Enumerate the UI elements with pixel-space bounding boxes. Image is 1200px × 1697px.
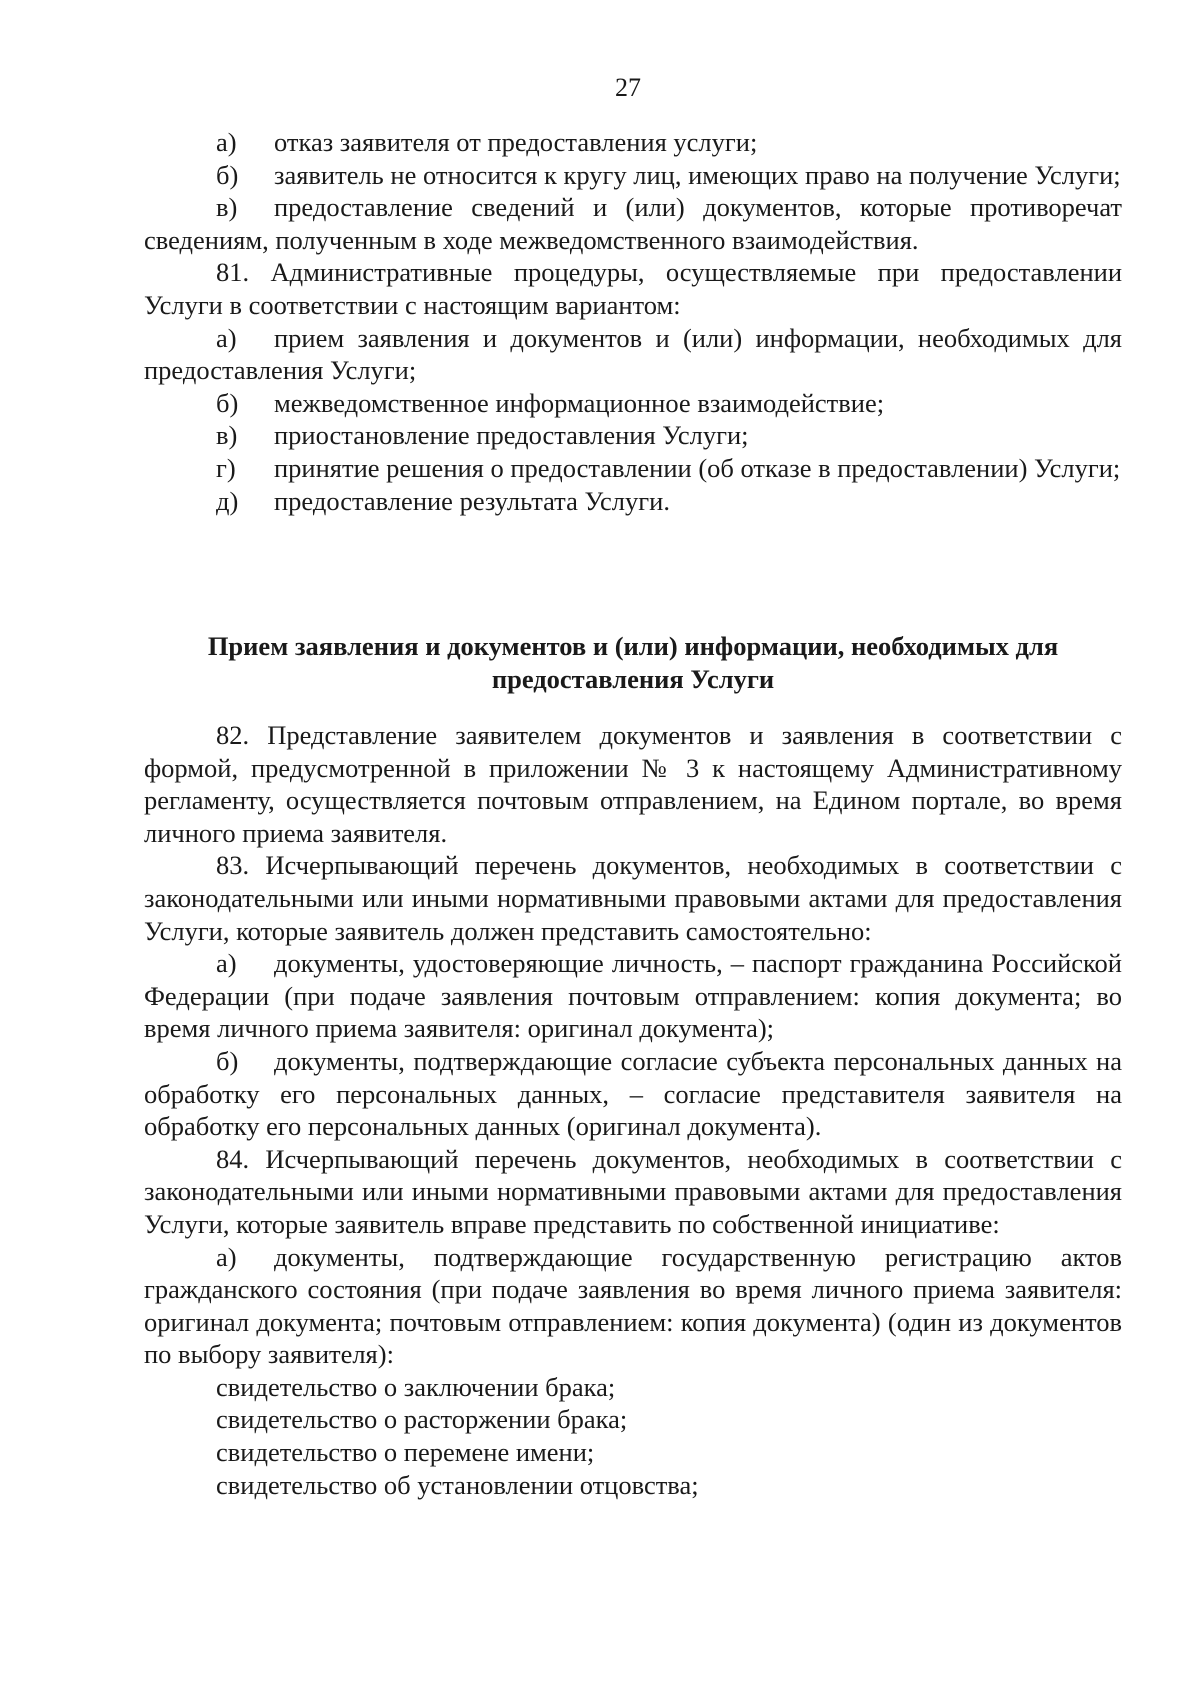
certificate-line: свидетельство о расторжении брака; <box>216 1404 628 1435</box>
list-item-text: приостановление предоставления Услуги; <box>274 420 749 451</box>
list-marker: а) <box>216 322 237 353</box>
list-marker: а) <box>216 948 237 979</box>
list-item <box>144 1045 1122 1143</box>
certificate-line: свидетельство о перемене имени; <box>216 1437 595 1468</box>
certificate-line: свидетельство о заключении брака; <box>216 1371 616 1402</box>
list-item <box>144 322 1122 387</box>
list-marker: а) <box>216 127 237 157</box>
list-item <box>144 387 1122 420</box>
list-item-text: заявитель не относится к кругу лиц, имеющих право на получение Услуги; <box>274 159 1121 190</box>
lower-text-block <box>144 719 1122 1501</box>
list-item-text: предоставление результата Услуги. <box>274 485 670 516</box>
paragraph-84: 84. Исчерпывающий перечень документов, необходимых в соответствии с законодательными или иными нормативными правовыми актами для предоставления Услуги, которые заявитель вправе представить по собственной инициативе: <box>144 1143 1122 1239</box>
paragraph-81: 81. Административные процедуры, осуществляемые при предоставлении Услуги в соответствии с настоящим вариантом: <box>144 257 1122 320</box>
upper-text-block <box>144 126 1122 517</box>
list-item-text: документы, удостоверяющие личность, – паспорт гражданина Российской Федерации (при подаче заявления почтовым отправлением: копия документа; во время личного приема заявителя: оригинал документа); <box>144 948 1122 1044</box>
list-item <box>144 452 1122 485</box>
list-item <box>144 191 1122 256</box>
list-marker: д) <box>216 485 239 516</box>
list-marker: в) <box>216 192 238 223</box>
list-item <box>144 159 1122 192</box>
list-marker: б) <box>216 387 239 418</box>
list-item-text: межведомственное информационное взаимодействие; <box>274 387 885 418</box>
list-item-text: документы, подтверждающие государственную регистрацию актов гражданского состояния (при подаче заявления во время личного приема заявителя: оригинал документа; почтовым отправлением: копия документа) (один из документов по выбору заявителя): <box>144 1241 1122 1370</box>
section-heading: Прием заявления и документов и (или) информации, необходимых для предоставления Услуги <box>207 631 1059 694</box>
list-marker: г) <box>216 452 236 483</box>
list-item <box>144 126 1122 159</box>
list-item <box>144 419 1122 452</box>
list-item-text: документы, подтверждающие согласие субъекта персональных данных на обработку его персональных данных, – согласие представителя заявителя на обработку его персональных данных (оригинал документа). <box>144 1045 1122 1142</box>
list-item-text: принятие решения о предоставлении (об отказе в предоставлении) Услуги; <box>274 452 1121 483</box>
list-marker: а) <box>216 1241 237 1272</box>
list-item-text: прием заявления и документов и (или) информации, необходимых для предоставления Услуги; <box>144 322 1122 386</box>
list-marker: б) <box>216 1045 239 1076</box>
page-number: 27 <box>615 73 641 102</box>
list-marker: б) <box>216 159 239 190</box>
list-item <box>144 1241 1122 1371</box>
list-item-text: предоставление сведений и (или) документов, которые противоречат сведениям, полученным в ходе межведомственного взаимодействия. <box>144 192 1122 255</box>
paragraph-82: 82. Представление заявителем документов и заявления в соответствии с формой, предусмотренной в приложении № 3 к настоящему Административному регламенту, осуществляется почтовым отправлением, на Едином портале, во время личного приема заявителя. <box>144 720 1122 848</box>
paragraph-83: 83. Исчерпывающий перечень документов, необходимых в соответствии с законодательными или иными нормативными правовыми актами для предоставления Услуги, которые заявитель должен представить самостоятельно: <box>144 850 1122 946</box>
certificate-line: свидетельство об установлении отцовства; <box>216 1469 699 1500</box>
list-item <box>144 485 1122 518</box>
list-item <box>144 947 1122 1045</box>
list-item-text: отказ заявителя от предоставления услуги; <box>274 127 758 157</box>
list-marker: в) <box>216 420 238 451</box>
